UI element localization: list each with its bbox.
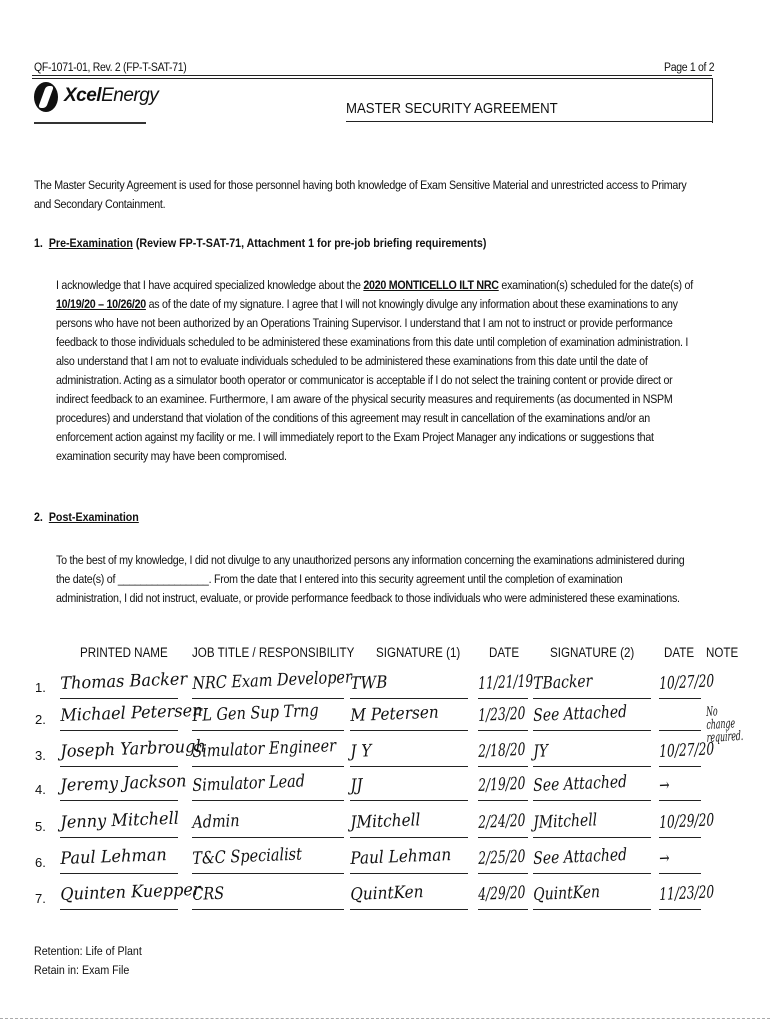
row-underline [478,837,528,838]
row-sig-2: See Attached [533,702,628,726]
row-underline [192,873,344,874]
page-edge [0,1018,770,1019]
row-underline [350,837,468,838]
section-1-line-4: feedback to those individuals scheduled to be administered these examinations from this date until completion of examination administration. I [56,335,689,349]
xcel-logo-icon [34,82,58,112]
row-underline [350,800,468,801]
row-underline [60,800,178,801]
logo-underline [34,122,146,124]
row-name: Paul Lehman [60,845,168,869]
row-underline [192,698,344,699]
row-title: CRS [192,883,225,905]
col-signature-2: SIGNATURE (2) [550,645,635,660]
row-name: Michael Petersen [60,700,203,726]
form-id: QF-1071-01, Rev. 2 (FP-T-SAT-71) [34,60,187,74]
line1-pre: I acknowledge that I have acquired specialized knowledge about the [56,278,364,292]
exam-name: 2020 MONTICELLO ILT NRC [363,278,499,292]
row-underline [192,730,344,731]
row-date-1: 1/23/20 [478,703,526,726]
section-1-line-2 [56,295,678,314]
section-1-line-7: indirect feedback to an examinee. Furthermore, I am aware of the physical security measures and requirements (as documented in NSPM [56,392,673,406]
row-underline [60,766,178,767]
row-name: Quinten Kuepper [60,879,201,905]
retain-in-text: Retain in: Exam File [34,963,130,977]
section-1-title: Pre-Examination [48,236,133,250]
col-date-2: DATE [664,645,695,660]
row-underline [350,698,468,699]
section-1-line-6: administration. Acting as a simulator booth operator or communicator is acceptable if I do not select the training content or provide direct or [56,373,673,387]
row-underline [659,766,701,767]
row-note: No change required. [705,704,744,746]
row-underline [192,766,344,767]
row-name: Jeremy Jackson [60,771,187,796]
section-1-heading [34,236,486,250]
row-note [706,847,748,849]
intro-line-1: The Master Security Agreement is used for those personnel having both knowledge of Exam Sensitive Material and unrestricted access to Primary [34,178,687,192]
row-underline [659,873,701,874]
row-sig-2: See Attached [533,772,628,796]
col-note: NOTE [706,645,739,660]
row-underline [60,837,178,838]
section-1-line-9: enforcement action against my facility or me. I will immediately report to the Exam Project Manager any indications or suggestions that [56,430,654,444]
row-underline [659,730,701,731]
xcel-energy-logo [34,80,159,118]
row-sig-2: JMitchell [533,810,598,833]
row-sig-1: M Petersen [350,702,440,726]
retention-text: Retention: Life of Plant [34,944,142,958]
row-sig-1: J Y [350,741,372,762]
row-underline [659,698,701,699]
row-sig-1: Paul Lehman [350,845,452,869]
page-number: Page 1 of 2 [664,60,715,74]
row-underline [192,837,344,838]
title-rule [346,121,712,122]
row-date-2: 10/27/20 [659,739,715,762]
row-date-1: 11/21/19 [478,671,534,694]
row-underline [533,800,651,801]
row-date-1: 4/29/20 [478,882,526,905]
row-name: Thomas Backer [60,669,188,694]
row-underline [60,873,178,874]
row-name: Jenny Mitchell [60,808,180,833]
section-2-line-3: administration, I did not instruct, evaluate, or provide performance feedback to those individuals who were administered these examinations. [56,591,680,605]
row-underline [478,698,528,699]
row-sig-2: TBacker [533,671,593,694]
row-underline [192,909,344,910]
row-title: Admin [192,811,240,833]
section-1-line-10: examination security may have been compromised. [56,449,287,463]
row-number: 5. [35,819,46,834]
row-date-2: 10/27/20 [659,671,715,694]
row-underline [659,909,701,910]
section-2-title: Post-Examination [48,510,139,524]
line1-post: examination(s) scheduled for the date(s) of [498,278,693,292]
row-date-1: 2/19/20 [478,773,526,796]
col-printed-name: PRINTED NAME [80,645,168,660]
row-underline [533,837,651,838]
exam-dates: 10/19/20 – 10/26/20 [56,297,146,311]
row-number: 6. [35,855,46,870]
row-date-1: 2/24/20 [478,810,526,833]
intro-line-2: and Secondary Containment. [34,197,166,211]
section-1-number: 1. [34,236,43,250]
col-date-1: DATE [489,645,520,660]
row-underline [60,698,178,699]
row-underline [659,837,701,838]
row-underline [478,909,528,910]
row-underline [533,698,651,699]
row-underline [350,873,468,874]
row-sig-1: TWB [350,672,388,694]
section-1-line-8: procedures) and understand that violation of the conditions of this agreement may result in cancellation of the examinations and/or an [56,411,650,425]
row-underline [192,800,344,801]
row-date-1: 2/18/20 [478,739,526,762]
row-sig-2: JY [533,741,549,762]
row-underline [478,766,528,767]
row-underline [533,730,651,731]
logo-text: XcelEnergy [64,85,159,106]
row-underline [533,909,651,910]
row-note [706,774,748,776]
row-underline [478,730,528,731]
col-signature-1: SIGNATURE (1) [376,645,461,660]
row-underline [533,873,651,874]
document-title: MASTER SECURITY AGREEMENT [346,100,558,117]
row-name: Joseph Yarbrough [60,736,207,762]
row-number: 7. [35,891,46,906]
section-1-line-3: persons who have not been authorized by an Operations Training Supervisor. I understand that I am not to instruct or provide performance [56,316,673,330]
row-date-2: → [659,848,670,869]
section-2-heading [34,510,139,524]
section-1-line-1 [56,276,693,295]
row-underline [533,766,651,767]
row-underline [478,873,528,874]
row-number: 2. [35,712,46,727]
row-title: Simulator Engineer [192,736,337,762]
row-underline [350,730,468,731]
row-number: 1. [35,680,46,695]
row-number: 3. [35,748,46,763]
section-2-line-1: To the best of my knowledge, I did not divulge to any unauthorized persons any information concerning the examinations administered during [56,553,685,567]
row-date-1: 2/25/20 [478,846,526,869]
row-underline [478,800,528,801]
line2-post: as of the date of my signature. I agree that I will not knowingly divulge any information about these examinations to any [145,297,678,311]
section-2-number: 2. [34,510,43,524]
row-underline [350,766,468,767]
row-sig-2: QuintKen [533,882,601,905]
row-date-2: 11/23/20 [659,882,715,905]
row-underline [60,909,178,910]
section-1-subtitle: (Review FP-T-SAT-71, Attachment 1 for pre-job briefing requirements) [132,236,487,250]
row-title: Simulator Lead [192,771,306,796]
row-title: FL Gen Sup Trng [192,700,319,726]
row-date-2: → [659,775,670,796]
row-number: 4. [35,782,46,797]
row-title: T&C Specialist [192,844,303,869]
col-job-title: JOB TITLE / RESPONSIBILITY [192,645,355,660]
row-underline [350,909,468,910]
header-rule [32,75,712,76]
row-sig-1: JJ [350,775,363,796]
row-sig-2: See Attached [533,845,628,869]
row-sig-1: JMitchell [350,810,421,833]
row-underline [60,730,178,731]
row-underline [659,800,701,801]
section-1-line-5: also understand that I am not to evaluate individuals scheduled to be administered these examinations from this date until the date of [56,354,648,368]
row-sig-1: QuintKen [350,882,424,905]
section-2-line-2: the date(s) of ________________. From the date that I entered into this security agreement until the completion of examination [56,572,623,586]
row-title: NRC Exam Developer [192,667,353,694]
row-date-2: 10/29/20 [659,810,715,833]
